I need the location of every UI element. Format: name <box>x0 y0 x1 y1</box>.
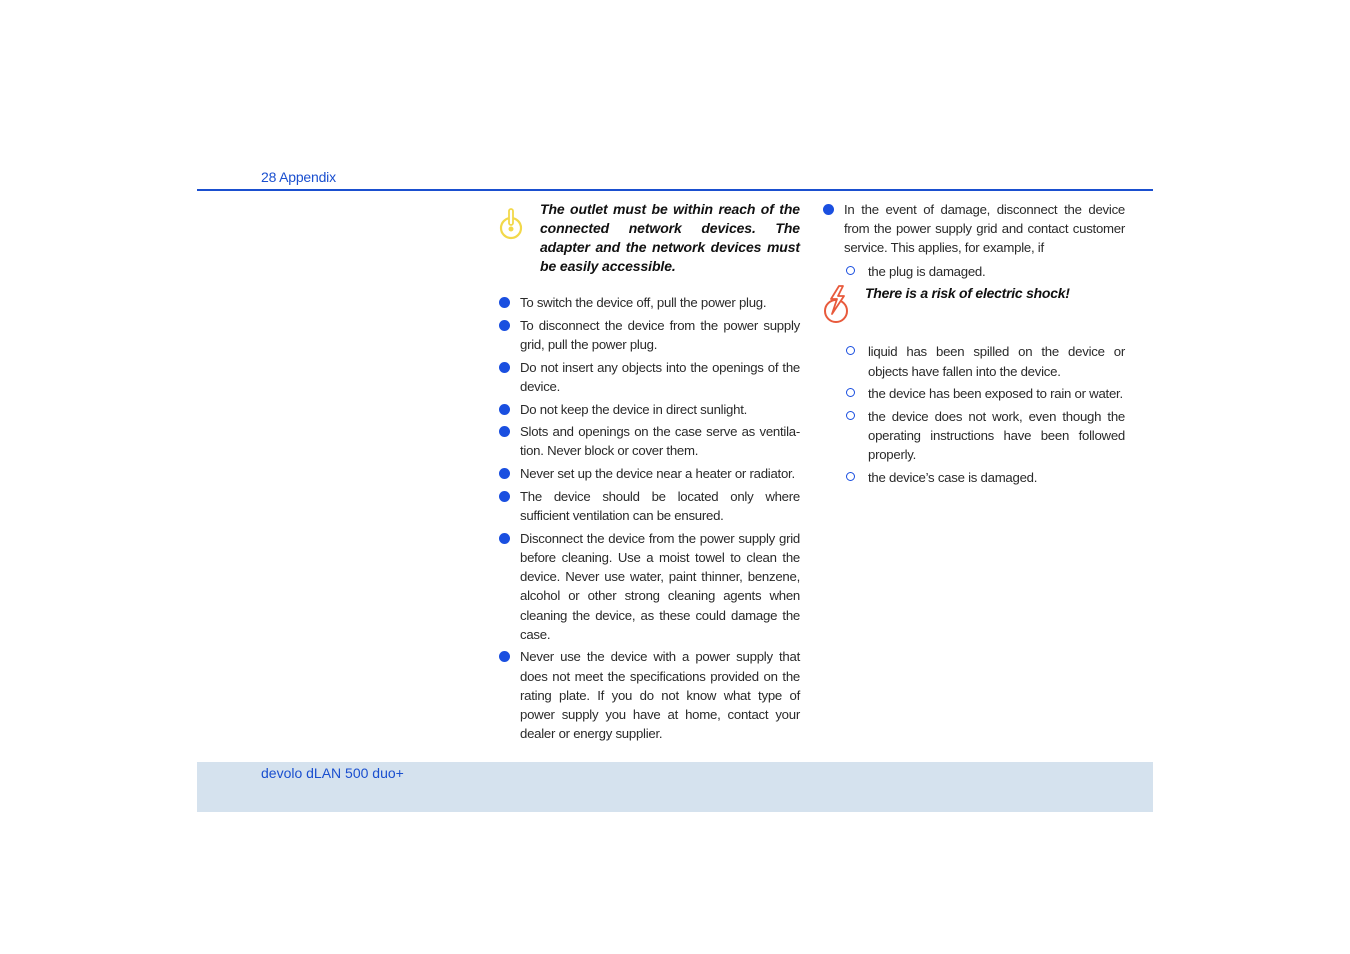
list-item-text: Slots and openings on the case serve as ventila-tion. Never block or cover them. <box>520 424 800 459</box>
sub-list-item <box>822 468 1125 487</box>
damage-cases-list-continued <box>822 342 1125 487</box>
list-item <box>498 400 800 419</box>
left-column <box>498 200 800 747</box>
bullet-icon <box>499 320 510 331</box>
list-item-text: Never use the device with a power supply that does not meet the specifications provided on the rating plate. If you do not know what type of power supply you have at home, contact your dealer or energy supplier. <box>520 649 800 742</box>
warning-text: There is a risk of electric shock! <box>865 285 1070 302</box>
accessibility-note <box>498 200 800 276</box>
bullet-icon <box>499 426 510 437</box>
sub-list-item <box>822 342 1125 380</box>
list-item <box>498 529 800 644</box>
page-header-title: 28 Appendix <box>261 169 336 185</box>
list-item <box>498 464 800 483</box>
circle-bullet-icon <box>846 266 855 275</box>
bullet-icon <box>499 651 510 662</box>
sub-list-item <box>822 384 1125 403</box>
list-item <box>822 200 1125 487</box>
sub-list-item-text: the device’s case is damaged. <box>868 470 1038 486</box>
damage-cases-list <box>822 262 1125 281</box>
list-item-text: Disconnect the device from the power supply grid before cleaning. Use a moist towel to clean the device. Never use water, paint thinner, benzene, alcohol or other strong cleaning agents when cleaning the device, as these could damage the case. <box>520 530 800 642</box>
list-item <box>498 358 800 396</box>
electric-shock-icon <box>822 284 852 324</box>
power-outlet-icon <box>498 206 526 242</box>
list-item-text: Do not keep the device in direct sunlight. <box>520 401 748 417</box>
footer-product-name: devolo dLAN 500 duo+ <box>261 765 404 781</box>
circle-bullet-icon <box>846 472 855 481</box>
header-divider <box>197 189 1153 191</box>
list-item <box>498 647 800 743</box>
note-text: The outlet must be within reach of the connected network devices. The adapter and the network devices must be easily accessible. <box>540 201 800 274</box>
circle-bullet-icon <box>846 411 855 420</box>
bullet-icon <box>499 297 510 308</box>
list-item-text: Never set up the device near a heater or radiator. <box>520 466 795 482</box>
sub-list-item-text: the device has been exposed to rain or water. <box>868 386 1123 402</box>
list-item <box>498 293 800 312</box>
bullet-icon <box>499 362 510 373</box>
bullet-icon <box>499 468 510 479</box>
right-column <box>822 200 1125 491</box>
list-item-text: To disconnect the device from the power supply grid, pull the power plug. <box>520 317 800 352</box>
bullet-icon <box>823 204 834 215</box>
safety-bullet-list <box>498 293 800 743</box>
list-item-text: Do not insert any objects into the openings of the device. <box>520 359 800 394</box>
shock-warning <box>822 284 1125 317</box>
list-item <box>498 316 800 354</box>
damage-bullet-list <box>822 200 1125 487</box>
sub-list-item-text: the device does not work, even though the operating instructions have been followed properly. <box>868 408 1125 463</box>
list-item-text: The device should be located only where sufficient ventilation can be ensured. <box>520 488 800 524</box>
sub-list-item <box>822 407 1125 465</box>
list-item <box>498 422 800 460</box>
list-item-text: To switch the device off, pull the power plug. <box>520 295 767 310</box>
list-item <box>498 487 800 525</box>
bullet-icon <box>499 533 510 544</box>
sub-list-item <box>822 262 1125 281</box>
circle-bullet-icon <box>846 346 855 355</box>
bullet-icon <box>499 491 510 502</box>
sub-list-item-text: liquid has been spilled on the device or objects have fallen into the device. <box>868 344 1125 379</box>
bullet-icon <box>499 404 510 415</box>
list-item-text: In the event of damage, disconnect the device from the power supply grid and contact customer service. This applies, for example, if <box>844 202 1125 256</box>
sub-list-item-text: the plug is damaged. <box>868 263 986 279</box>
circle-bullet-icon <box>846 388 855 397</box>
